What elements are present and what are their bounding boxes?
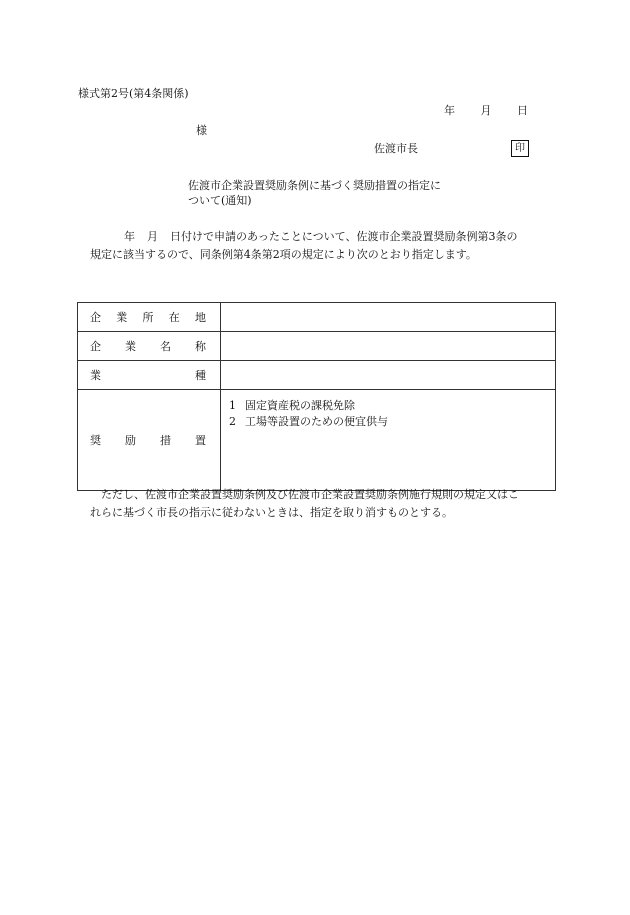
table-row-name bbox=[78, 332, 556, 361]
label-char: 措 bbox=[160, 434, 171, 447]
value-company-name[interactable] bbox=[221, 332, 556, 361]
date-day-label: 日 bbox=[517, 104, 528, 117]
body-date-month: 月 bbox=[147, 230, 158, 243]
label-incentive-measures bbox=[78, 390, 221, 491]
table-row-location bbox=[78, 303, 556, 332]
proviso-line-2: れらに基づく市長の指示に従わないときは、指定を取り消すものとする。 bbox=[90, 506, 453, 519]
seal-mark: 印 bbox=[511, 140, 529, 157]
table-row-industry bbox=[78, 361, 556, 390]
measure-item bbox=[229, 414, 547, 430]
label-spread bbox=[78, 309, 220, 325]
date-year-label: 年 bbox=[444, 104, 455, 117]
label-company-location bbox=[78, 303, 221, 332]
label-company-name bbox=[78, 332, 221, 361]
label-char: 地 bbox=[195, 311, 206, 324]
subject-line-1: 佐渡市企業設置奨励条例に基づく奨励措置の指定に bbox=[188, 179, 441, 192]
label-char: 企 bbox=[90, 340, 101, 353]
body-line-1 bbox=[90, 228, 560, 246]
label-spread bbox=[78, 367, 220, 383]
form-number: 様式第2号(第4条関係) bbox=[78, 87, 189, 100]
notification-body bbox=[90, 228, 560, 264]
date-line bbox=[444, 104, 528, 118]
label-char: 置 bbox=[195, 434, 206, 447]
label-industry bbox=[78, 361, 221, 390]
value-company-location[interactable] bbox=[221, 303, 556, 332]
label-char: 称 bbox=[195, 340, 206, 353]
subject-line-2: ついて(通知) bbox=[188, 194, 252, 207]
body-line-2: 規定に該当するので、同条例第4条第2項の規定により次のとおり指定します。 bbox=[90, 248, 477, 261]
measure-number: 2 bbox=[229, 415, 236, 428]
value-industry[interactable] bbox=[221, 361, 556, 390]
label-char: 業 bbox=[125, 340, 136, 353]
label-char: 業 bbox=[116, 311, 128, 324]
proviso-line-1: ただし、佐渡市企業設置奨励条例及び佐渡市企業設置奨励条例施行規則の規定又はこ bbox=[101, 488, 519, 501]
value-incentive-measures bbox=[221, 390, 556, 491]
label-char: 奨 bbox=[90, 434, 101, 447]
measure-number: 1 bbox=[229, 399, 236, 412]
label-spread bbox=[78, 338, 220, 354]
label-char: 企 bbox=[90, 311, 101, 324]
label-char: 所 bbox=[142, 311, 154, 324]
label-char: 在 bbox=[168, 311, 180, 324]
label-spread bbox=[78, 432, 220, 448]
addressee-honorific: 様 bbox=[196, 124, 207, 137]
label-char: 種 bbox=[195, 369, 206, 382]
designation-table bbox=[77, 302, 556, 491]
measure-item bbox=[229, 398, 547, 414]
proviso-text bbox=[90, 486, 560, 522]
measure-text: 工場等設置のための便宜供与 bbox=[245, 415, 388, 428]
document-subject bbox=[188, 178, 441, 208]
body-date-year: 年 bbox=[124, 230, 135, 243]
issuer-title: 佐渡市長 bbox=[374, 142, 418, 155]
label-char: 業 bbox=[90, 369, 101, 382]
body-line-1-text: 日付けで申請のあったことについて、佐渡市企業設置奨励条例第3条の bbox=[170, 230, 518, 243]
date-month-label: 月 bbox=[480, 104, 492, 117]
table-row-measures bbox=[78, 390, 556, 491]
label-char: 名 bbox=[160, 340, 171, 353]
measure-text: 固定資産税の課税免除 bbox=[245, 399, 355, 412]
label-char: 励 bbox=[125, 434, 136, 447]
